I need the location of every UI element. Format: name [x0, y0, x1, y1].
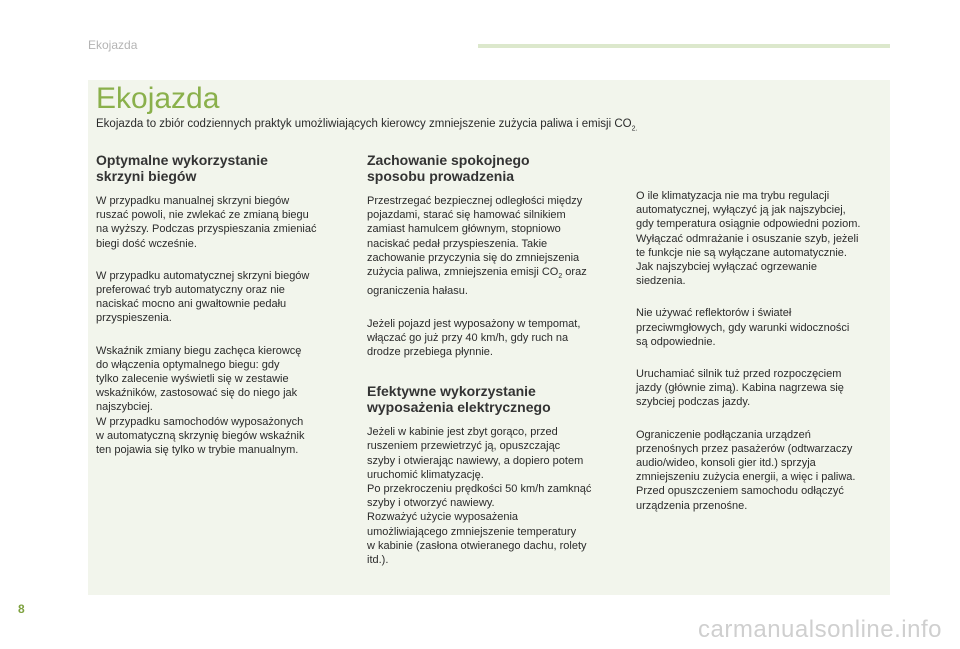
page-number: 8 — [18, 602, 25, 616]
paragraph-air-conditioning: O ile klimatyzacja nie ma trybu regulacji automatycznej, wyłączyć ją jak najszybciej, gdy temperatura osiągnie odpowiedni poziom. Wyłączać odmrażanie i osuszanie szyb, jeżeli te funkcje nie są wyłączane automatycznie. Jak najszybciej wyłączać ogrzewanie siedzenia. — [636, 190, 861, 288]
section-label: Ekojazda — [88, 38, 138, 52]
intro-main: Ekojazda to zbiór codziennych praktyk umożliwiających kierowcy zmniejszenie zużycia paliwa i emisji CO — [96, 118, 632, 130]
paragraph-engine-start: Uruchamiać silnik tuż przed rozpoczęciem jazdy (głównie zimą). Kabina nagrzewa się szybciej podczas jazdy. — [636, 368, 844, 409]
paragraph-safe-distance-main: Przestrzegać bezpiecznej odległości między pojazdami, starać się hamować silnikiem zamiast hamulcem głównym, stopniowo naciskać pedał przyspieszenia. Takie zachowanie przyczynia się do zmniejszenia zużycia paliwa, zmniejszenia emisji CO — [367, 195, 583, 279]
heading-electrical-equipment: Efektywne wykorzystanie wyposażenia elektrycznego — [367, 383, 551, 416]
paragraph-safe-distance-end: oraz ograniczenia hałasu. — [367, 266, 587, 298]
paragraph-safe-distance — [367, 194, 607, 299]
watermark: carmanualsonline.info — [698, 616, 942, 643]
intro-text — [96, 118, 637, 132]
paragraph-manual-gearbox: W przypadku manualnej skrzyni biegów ruszać powoli, nie zwlekać ze zmianą biegu na wyższy. Podczas przyspieszania zmieniać biegi dość wcześnie. — [96, 195, 317, 250]
paragraph-cabin-ventilation: Jeżeli w kabinie jest zbyt gorąco, przed ruszeniem przewietrzyć ją, opuszczając szyby i otwierając nawiewy, a dopiero potem uruchomić klimatyzację. Po przekroczeniu prędkości 50 km/h zamknąć szyby i otworzyć nawiewy. Rozważyć użycie wyposażenia umożliwiającego zmniejszenie temperatury w kabinie (zasłona otwieranego dachu, rolety itd.). — [367, 426, 592, 567]
paragraph-fog-lights: Nie używać reflektorów i świateł przeciwmgłowych, gdy warunki widoczności są odpowiednie. — [636, 307, 850, 348]
paragraph-automatic-gearbox: W przypadku automatycznej skrzyni biegów preferować tryb automatyczny oraz nie naciskać mocno ani gwałtownie pedału przyspieszenia. — [96, 269, 310, 325]
page-title: Ekojazda — [96, 82, 220, 115]
heading-gearbox: Optymalne wykorzystanie skrzyni biegów — [96, 152, 268, 184]
column-driving-style — [367, 152, 607, 581]
paragraph-portable-devices: Ograniczenie podłączania urządzeń przenośnych przez pasażerów (odtwarzaczy audio/wideo, konsoli gier itd.) sprzyja zmniejszeniu zużycia energii, a więc i paliwa. Przed opuszczeniem samochodu odłączyć urządzenia przenośne. — [636, 428, 856, 512]
intro-subscript: 2. — [631, 125, 638, 133]
header-bar — [478, 44, 890, 48]
column-gearbox — [96, 152, 336, 471]
paragraph-cruise-control: Jeżeli pojazd jest wyposażony w tempomat, włączać go już przy 40 km/h, gdy ruch na drodze przebiega płynnie. — [367, 317, 581, 359]
co2-subscript: 2 — [558, 273, 563, 281]
column-equipment — [636, 189, 881, 527]
heading-calm-driving: Zachowanie spokojnego sposobu prowadzenia — [367, 152, 530, 184]
paragraph-gear-indicator: Wskaźnik zmiany biegu zachęca kierowcę do włączenia optymalnego biegu: gdy tylko zalecenie wyświetli się w zestawie wskaźników, zastosować się do niego jak najszybciej. W przypadku samochodów wyposażonych w automatyczną skrzynię biegów wskaźnik ten pojawia się tylko w trybie manualnym. — [96, 344, 305, 457]
